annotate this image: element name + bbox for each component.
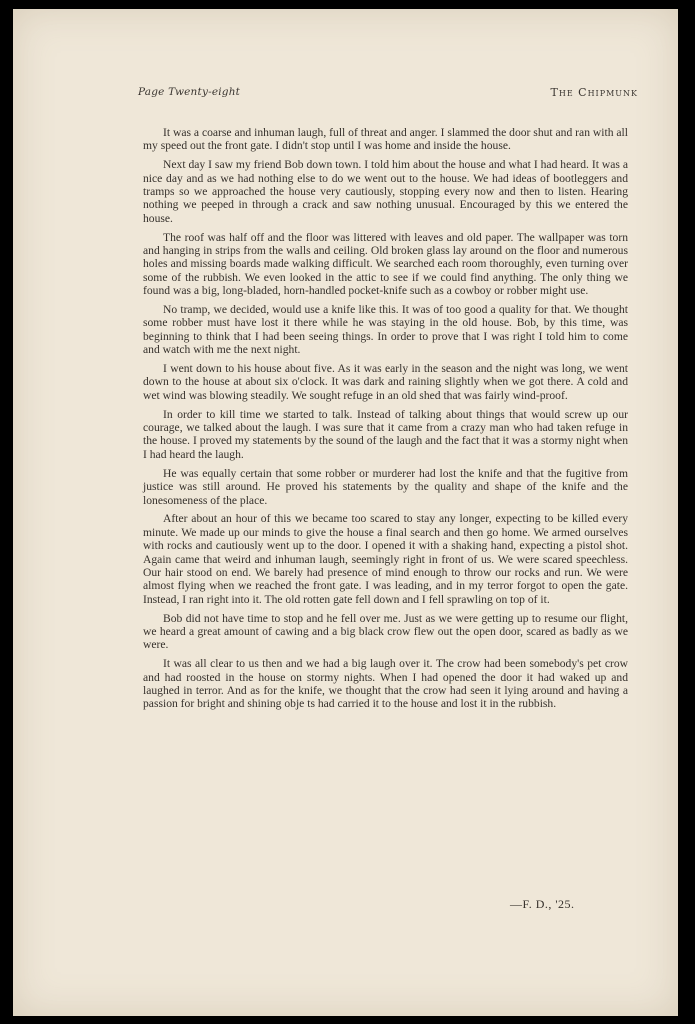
- page-number: Page Twenty-eight: [138, 86, 241, 98]
- paragraph: In order to kill time we started to talk. Instead of talking about things that would screw up our courage, we talked about the laugh. I was sure that it came from a crazy man who had taken refuge in the house. I proved my statements by the sound of the laugh and the fact that it was a stormy night when I had heard the laugh.: [143, 407, 628, 461]
- paragraph: I went down to his house about five. As it was early in the season and the night was long, we went down to the house at about six o'clock. It was dark and raining slightly when we got there. A cold and wet wind was blowing steadily. We sought refuge in an old shed that was fairly wind-proof.: [143, 362, 628, 402]
- paragraph: He was equally certain that some robber or murderer had lost the knife and that the fugitive from justice was still around. He proved his statements by the quality and shape of the knife and the lonesomeness of the place.: [143, 466, 628, 507]
- paragraph: Next day I saw my friend Bob down town. I told him about the house and what I had heard. It was a nice day and as we had nothing else to do we went out to the house. We had ideas of bootleggers and tramps so we approached the house very cautiously, stopping every now and then to listen. Hearing nothing we peeped in through a crack and saw nothing unusual. Encouraged by this we entered the house.: [143, 158, 628, 225]
- paragraph: It was all clear to us then and we had a big laugh over it. The crow had been somebody's pet crow and had roosted in the house on stormy nights. When I had opened the door it had waked up and laughed in terror. And as for the knife, we thought that the crow had seen it lying around and having a passion for bright and shining obje ts had carried it to the house and lost it in the rubbish.: [143, 657, 628, 711]
- paragraph: No tramp, we decided, would use a knife like this. It was of too good a quality for that. We thought some robber must have lost it there while he was staying in the old house. Bob, by this time, was beginning to think that I had been seeing things. In order to prove that I was right I told him to come and watch with me the next night.: [143, 303, 628, 357]
- page-header: [138, 86, 638, 104]
- paragraph: Bob did not have time to stop and he fell over me. Just as we were getting up to resume our flight, we heard a great amount of cawing and a big black crow flew out the open door, scared as badly as we were.: [143, 611, 628, 652]
- paragraph: The roof was half off and the floor was littered with leaves and old paper. The wallpaper was torn and hanging in strips from the walls and ceiling. Old broken glass lay around on the floor and numerous holes and missing boards made walking difficult. We searched each room thoroughly, even turning over some of the rubbish. We even looked in the attic to see if we could find anything. The only thing we found was a big, long-bladed, horn-handled pocket-knife such as a cowboy or robber might use.: [143, 230, 628, 298]
- paragraph: It was a coarse and inhuman laugh, full of threat and anger. I slammed the door shut and ran with all my speed out the front gate. I didn't stop until I was home and inside the house.: [143, 126, 628, 153]
- author-signature: —F. D., '25.: [510, 897, 575, 911]
- paragraph: After about an hour of this we became too scared to stay any longer, expecting to be killed every minute. We made up our minds to give the house a final search and then go home. We armed ourselves with rocks and cautiously went up to the door. I opened it with a shaking hand, expecting a pistol shot. Again came that weird and inhuman laugh, seemingly right in front of us. We were scared speechless. Our hair stood on end. We barely had presence of mind enough to throw our rocks and run. We were almost flying when we reached the front gate. I was leading, and in my terror forgot to open the gate. Instead, I ran right into it. The old rotten gate fell down and I fell sprawling on top of it.: [143, 512, 628, 606]
- journal-title: The Chipmunk: [550, 86, 638, 99]
- story-body: [143, 126, 628, 716]
